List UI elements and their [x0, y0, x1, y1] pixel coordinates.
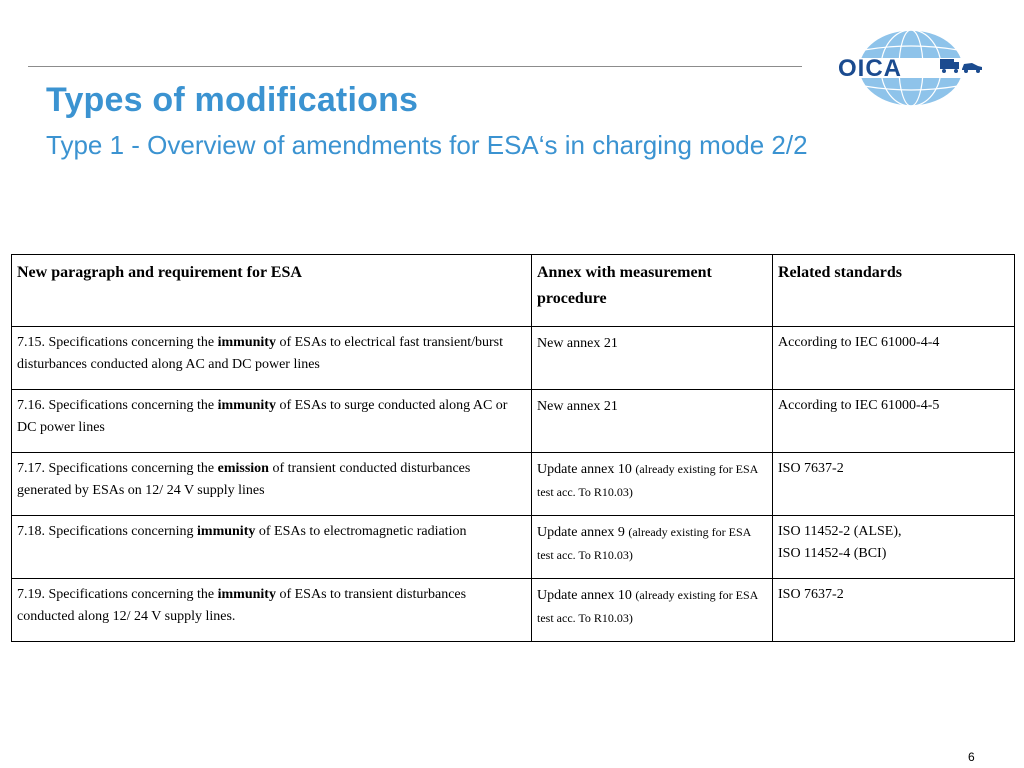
requirement-keyword: immunity [217, 587, 276, 602]
standards-cell [773, 579, 1015, 642]
header-rule [28, 66, 802, 67]
requirement-cell [12, 327, 532, 390]
requirement-text: of ESAs to electrical fast transient/burst disturbances conducted along AC and DC power lines [17, 335, 504, 372]
requirement-keyword: immunity [217, 398, 276, 413]
requirement-cell [12, 579, 532, 642]
standards-cell [773, 516, 1015, 579]
standards-cell [773, 390, 1015, 453]
header-cell-annex: Annex with measurement procedure [532, 255, 773, 327]
header-cell-standards: Related standards [773, 255, 1015, 327]
table-header-row [12, 255, 1015, 327]
page-number: 6 [968, 750, 975, 764]
oica-logo [836, 28, 986, 108]
header-cell-requirement: New paragraph and requirement for ESA [12, 255, 532, 327]
table-row [12, 327, 1015, 390]
annex-text: New annex 21 [537, 399, 618, 414]
annex-text: Update annex 9 [537, 525, 629, 540]
requirement-text: 7.16. Specifications concerning the [17, 398, 218, 413]
amendments-table [11, 254, 1015, 642]
requirement-text: of transient conducted disturbances generated by ESAs on 12/ 24 V supply lines [17, 461, 471, 498]
annex-cell [532, 390, 773, 453]
annex-cell [532, 453, 773, 516]
page-subtitle: Type 1 - Overview of amendments for ESA‘s in charging mode 2/2 [46, 130, 808, 160]
standard-text: ISO 7637-2 [778, 587, 844, 602]
requirement-cell [12, 390, 532, 453]
annex-cell [532, 516, 773, 579]
standard-text: According to IEC 61000-4-5 [778, 398, 940, 413]
requirement-keyword: immunity [197, 524, 256, 539]
annex-note: (already existing for ESA test acc. To R10.03) [537, 462, 758, 499]
standard-text: ISO 11452-2 (ALSE), [778, 524, 902, 539]
standards-cell [773, 453, 1015, 516]
standard-text: According to IEC 61000-4-4 [778, 335, 940, 350]
logo-text: OICA [838, 55, 902, 82]
annex-cell [532, 579, 773, 642]
annex-text: New annex 21 [537, 336, 618, 351]
requirement-text: 7.15. Specifications concerning the [17, 335, 218, 350]
standard-text: ISO 11452-4 (BCI) [778, 546, 887, 561]
annex-note: (already existing for ESA test acc. To R10.03) [537, 588, 758, 625]
table-row [12, 516, 1015, 579]
requirement-text: 7.17. Specifications concerning the [17, 461, 218, 476]
table-row [12, 579, 1015, 642]
standard-text: ISO 7637-2 [778, 461, 844, 476]
standards-cell [773, 327, 1015, 390]
requirement-cell [12, 516, 532, 579]
annex-text: Update annex 10 [537, 588, 636, 603]
table-row [12, 453, 1015, 516]
annex-note: (already existing for ESA test acc. To R10.03) [537, 525, 751, 562]
requirement-text: 7.19. Specifications concerning the [17, 587, 218, 602]
table-row [12, 390, 1015, 453]
requirement-keyword: emission [217, 461, 269, 476]
requirement-text: of ESAs to transient disturbances conducted along 12/ 24 V supply lines. [17, 587, 467, 624]
requirement-keyword: immunity [217, 335, 276, 350]
page-title: Types of modifications [46, 81, 419, 119]
requirement-text: of ESAs to surge conducted along AC or DC power lines [17, 398, 508, 435]
requirement-text: of ESAs to electromagnetic radiation [255, 524, 467, 539]
requirement-cell [12, 453, 532, 516]
annex-cell [532, 327, 773, 390]
annex-text: Update annex 10 [537, 462, 636, 477]
requirement-text: 7.18. Specifications concerning [17, 524, 198, 539]
